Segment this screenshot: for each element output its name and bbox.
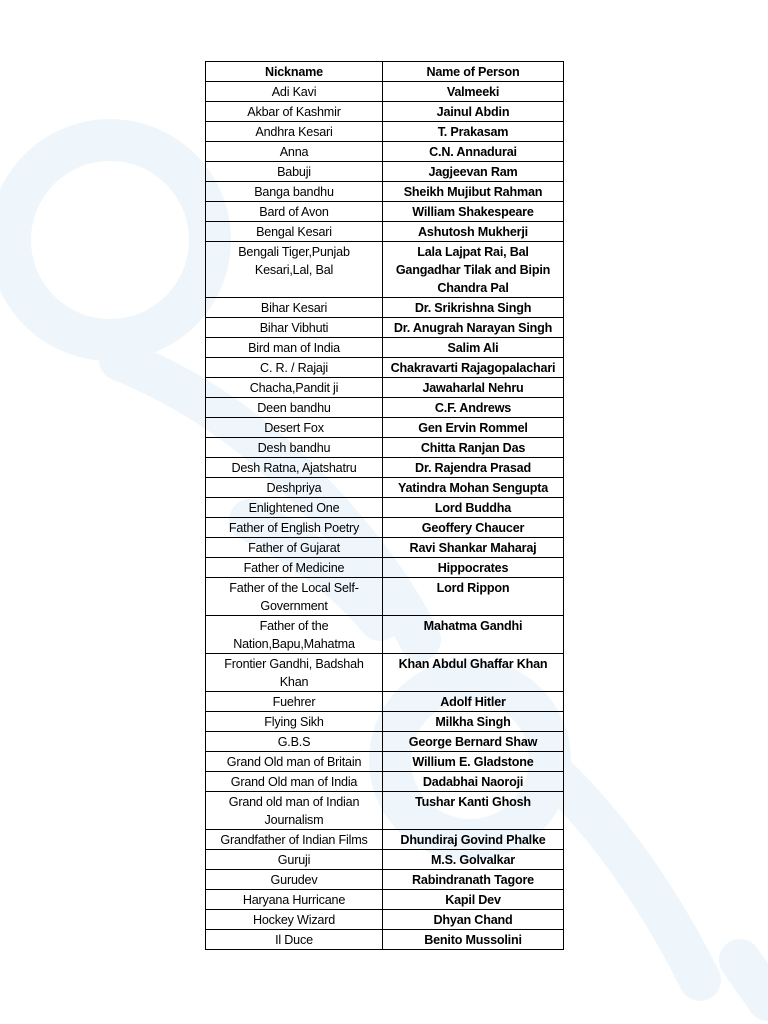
person-cell: T. Prakasam: [383, 122, 564, 142]
watermark-ring: [10, 140, 210, 340]
person-cell: Mahatma Gandhi: [383, 616, 564, 654]
person-cell: Dadabhai Naoroji: [383, 772, 564, 792]
nickname-cell: Akbar of Kashmir: [206, 102, 383, 122]
nickname-cell: Bird man of India: [206, 338, 383, 358]
person-cell: M.S. Golvalkar: [383, 850, 564, 870]
person-cell: Yatindra Mohan Sengupta: [383, 478, 564, 498]
table-row: [206, 772, 564, 792]
nickname-cell: Grandfather of Indian Films: [206, 830, 383, 850]
person-cell: Lord Buddha: [383, 498, 564, 518]
table-row: [206, 578, 564, 616]
nickname-cell: Frontier Gandhi, Badshah Khan: [206, 654, 383, 692]
nickname-cell: Flying Sikh: [206, 712, 383, 732]
person-cell: Dhyan Chand: [383, 910, 564, 930]
nickname-cell: G.B.S: [206, 732, 383, 752]
table-row: [206, 712, 564, 732]
table-row: [206, 850, 564, 870]
person-cell: Dr. Rajendra Prasad: [383, 458, 564, 478]
nickname-cell: Chacha,Pandit ji: [206, 378, 383, 398]
person-cell: Dhundiraj Govind Phalke: [383, 830, 564, 850]
table-row: [206, 418, 564, 438]
table-row: [206, 498, 564, 518]
person-cell: Jawaharlal Nehru: [383, 378, 564, 398]
nickname-cell: Father of the Nation,Bapu,Mahatma: [206, 616, 383, 654]
person-cell: Salim Ali: [383, 338, 564, 358]
table-row: [206, 478, 564, 498]
person-cell: William Shakespeare: [383, 202, 564, 222]
person-cell: Chakravarti Rajagopalachari: [383, 358, 564, 378]
nickname-cell: Babuji: [206, 162, 383, 182]
table-row: [206, 870, 564, 890]
person-cell: Dr. Srikrishna Singh: [383, 298, 564, 318]
nickname-cell: Fuehrer: [206, 692, 383, 712]
person-cell: Ravi Shankar Maharaj: [383, 538, 564, 558]
person-cell: Geoffery Chaucer: [383, 518, 564, 538]
table-row: [206, 752, 564, 772]
table-row: [206, 358, 564, 378]
table-row: [206, 298, 564, 318]
table-row: [206, 182, 564, 202]
table-row: [206, 518, 564, 538]
table-row: [206, 438, 564, 458]
person-cell: Jainul Abdin: [383, 102, 564, 122]
person-cell: Lord Rippon: [383, 578, 564, 616]
person-cell: Lala Lajpat Rai, Bal Gangadhar Tilak and Bipin Chandra Pal: [383, 242, 564, 298]
table-row: [206, 458, 564, 478]
column-header-person: Name of Person: [383, 62, 564, 82]
nickname-cell: Grand old man of Indian Journalism: [206, 792, 383, 830]
table-row: [206, 558, 564, 578]
watermark-stroke: [740, 960, 768, 1000]
person-cell: George Bernard Shaw: [383, 732, 564, 752]
person-cell: C.N. Annadurai: [383, 142, 564, 162]
table-body: [206, 82, 564, 950]
table-row: [206, 222, 564, 242]
nickname-cell: Father of Medicine: [206, 558, 383, 578]
table-row: [206, 692, 564, 712]
nicknames-table: [205, 61, 564, 950]
nickname-cell: Grand Old man of Britain: [206, 752, 383, 772]
nickname-cell: Deshpriya: [206, 478, 383, 498]
nickname-cell: Il Duce: [206, 930, 383, 950]
table-row: [206, 538, 564, 558]
table-row: [206, 102, 564, 122]
nickname-cell: Adi Kavi: [206, 82, 383, 102]
person-cell: Sheikh Mujibut Rahman: [383, 182, 564, 202]
person-cell: Khan Abdul Ghaffar Khan: [383, 654, 564, 692]
nickname-cell: Bihar Vibhuti: [206, 318, 383, 338]
person-cell: Gen Ervin Rommel: [383, 418, 564, 438]
person-cell: C.F. Andrews: [383, 398, 564, 418]
nickname-cell: Bengal Kesari: [206, 222, 383, 242]
person-cell: Jagjeevan Ram: [383, 162, 564, 182]
person-cell: Willium E. Gladstone: [383, 752, 564, 772]
table-row: [206, 142, 564, 162]
table-row: [206, 830, 564, 850]
person-cell: Hippocrates: [383, 558, 564, 578]
person-cell: Ashutosh Mukherji: [383, 222, 564, 242]
table-row: [206, 930, 564, 950]
person-cell: Milkha Singh: [383, 712, 564, 732]
nickname-cell: C. R. / Rajaji: [206, 358, 383, 378]
nickname-cell: Andhra Kesari: [206, 122, 383, 142]
table-row: [206, 910, 564, 930]
table-row: [206, 338, 564, 358]
table-row: [206, 202, 564, 222]
person-cell: Chitta Ranjan Das: [383, 438, 564, 458]
person-cell: Benito Mussolini: [383, 930, 564, 950]
nickname-cell: Grand Old man of India: [206, 772, 383, 792]
nickname-cell: Deen bandhu: [206, 398, 383, 418]
nickname-cell: Bengali Tiger,Punjab Kesari,Lal, Bal: [206, 242, 383, 298]
person-cell: Rabindranath Tagore: [383, 870, 564, 890]
nickname-cell: Father of English Poetry: [206, 518, 383, 538]
nickname-cell: Desh bandhu: [206, 438, 383, 458]
table-row: [206, 792, 564, 830]
nickname-cell: Hockey Wizard: [206, 910, 383, 930]
person-cell: Kapil Dev: [383, 890, 564, 910]
person-cell: Tushar Kanti Ghosh: [383, 792, 564, 830]
table-row: [206, 122, 564, 142]
table-row: [206, 242, 564, 298]
person-cell: Valmeeki: [383, 82, 564, 102]
nickname-cell: Guruji: [206, 850, 383, 870]
table-row: [206, 162, 564, 182]
table-row: [206, 890, 564, 910]
person-cell: Adolf Hitler: [383, 692, 564, 712]
table-row: [206, 318, 564, 338]
nickname-cell: Gurudev: [206, 870, 383, 890]
table-row: [206, 654, 564, 692]
nickname-cell: Bard of Avon: [206, 202, 383, 222]
nickname-cell: Anna: [206, 142, 383, 162]
table-row: [206, 378, 564, 398]
column-header-nickname: Nickname: [206, 62, 383, 82]
nickname-cell: Haryana Hurricane: [206, 890, 383, 910]
table-row: [206, 398, 564, 418]
table-header-row: [206, 62, 564, 82]
nickname-cell: Desh Ratna, Ajatshatru: [206, 458, 383, 478]
table-row: [206, 616, 564, 654]
nickname-cell: Desert Fox: [206, 418, 383, 438]
nickname-cell: Banga bandhu: [206, 182, 383, 202]
person-cell: Dr. Anugrah Narayan Singh: [383, 318, 564, 338]
nickname-cell: Father of Gujarat: [206, 538, 383, 558]
watermark-stroke: [560, 780, 700, 980]
nickname-cell: Bihar Kesari: [206, 298, 383, 318]
table-row: [206, 732, 564, 752]
table-row: [206, 82, 564, 102]
nickname-cell: Father of the Local Self-Government: [206, 578, 383, 616]
nickname-cell: Enlightened One: [206, 498, 383, 518]
